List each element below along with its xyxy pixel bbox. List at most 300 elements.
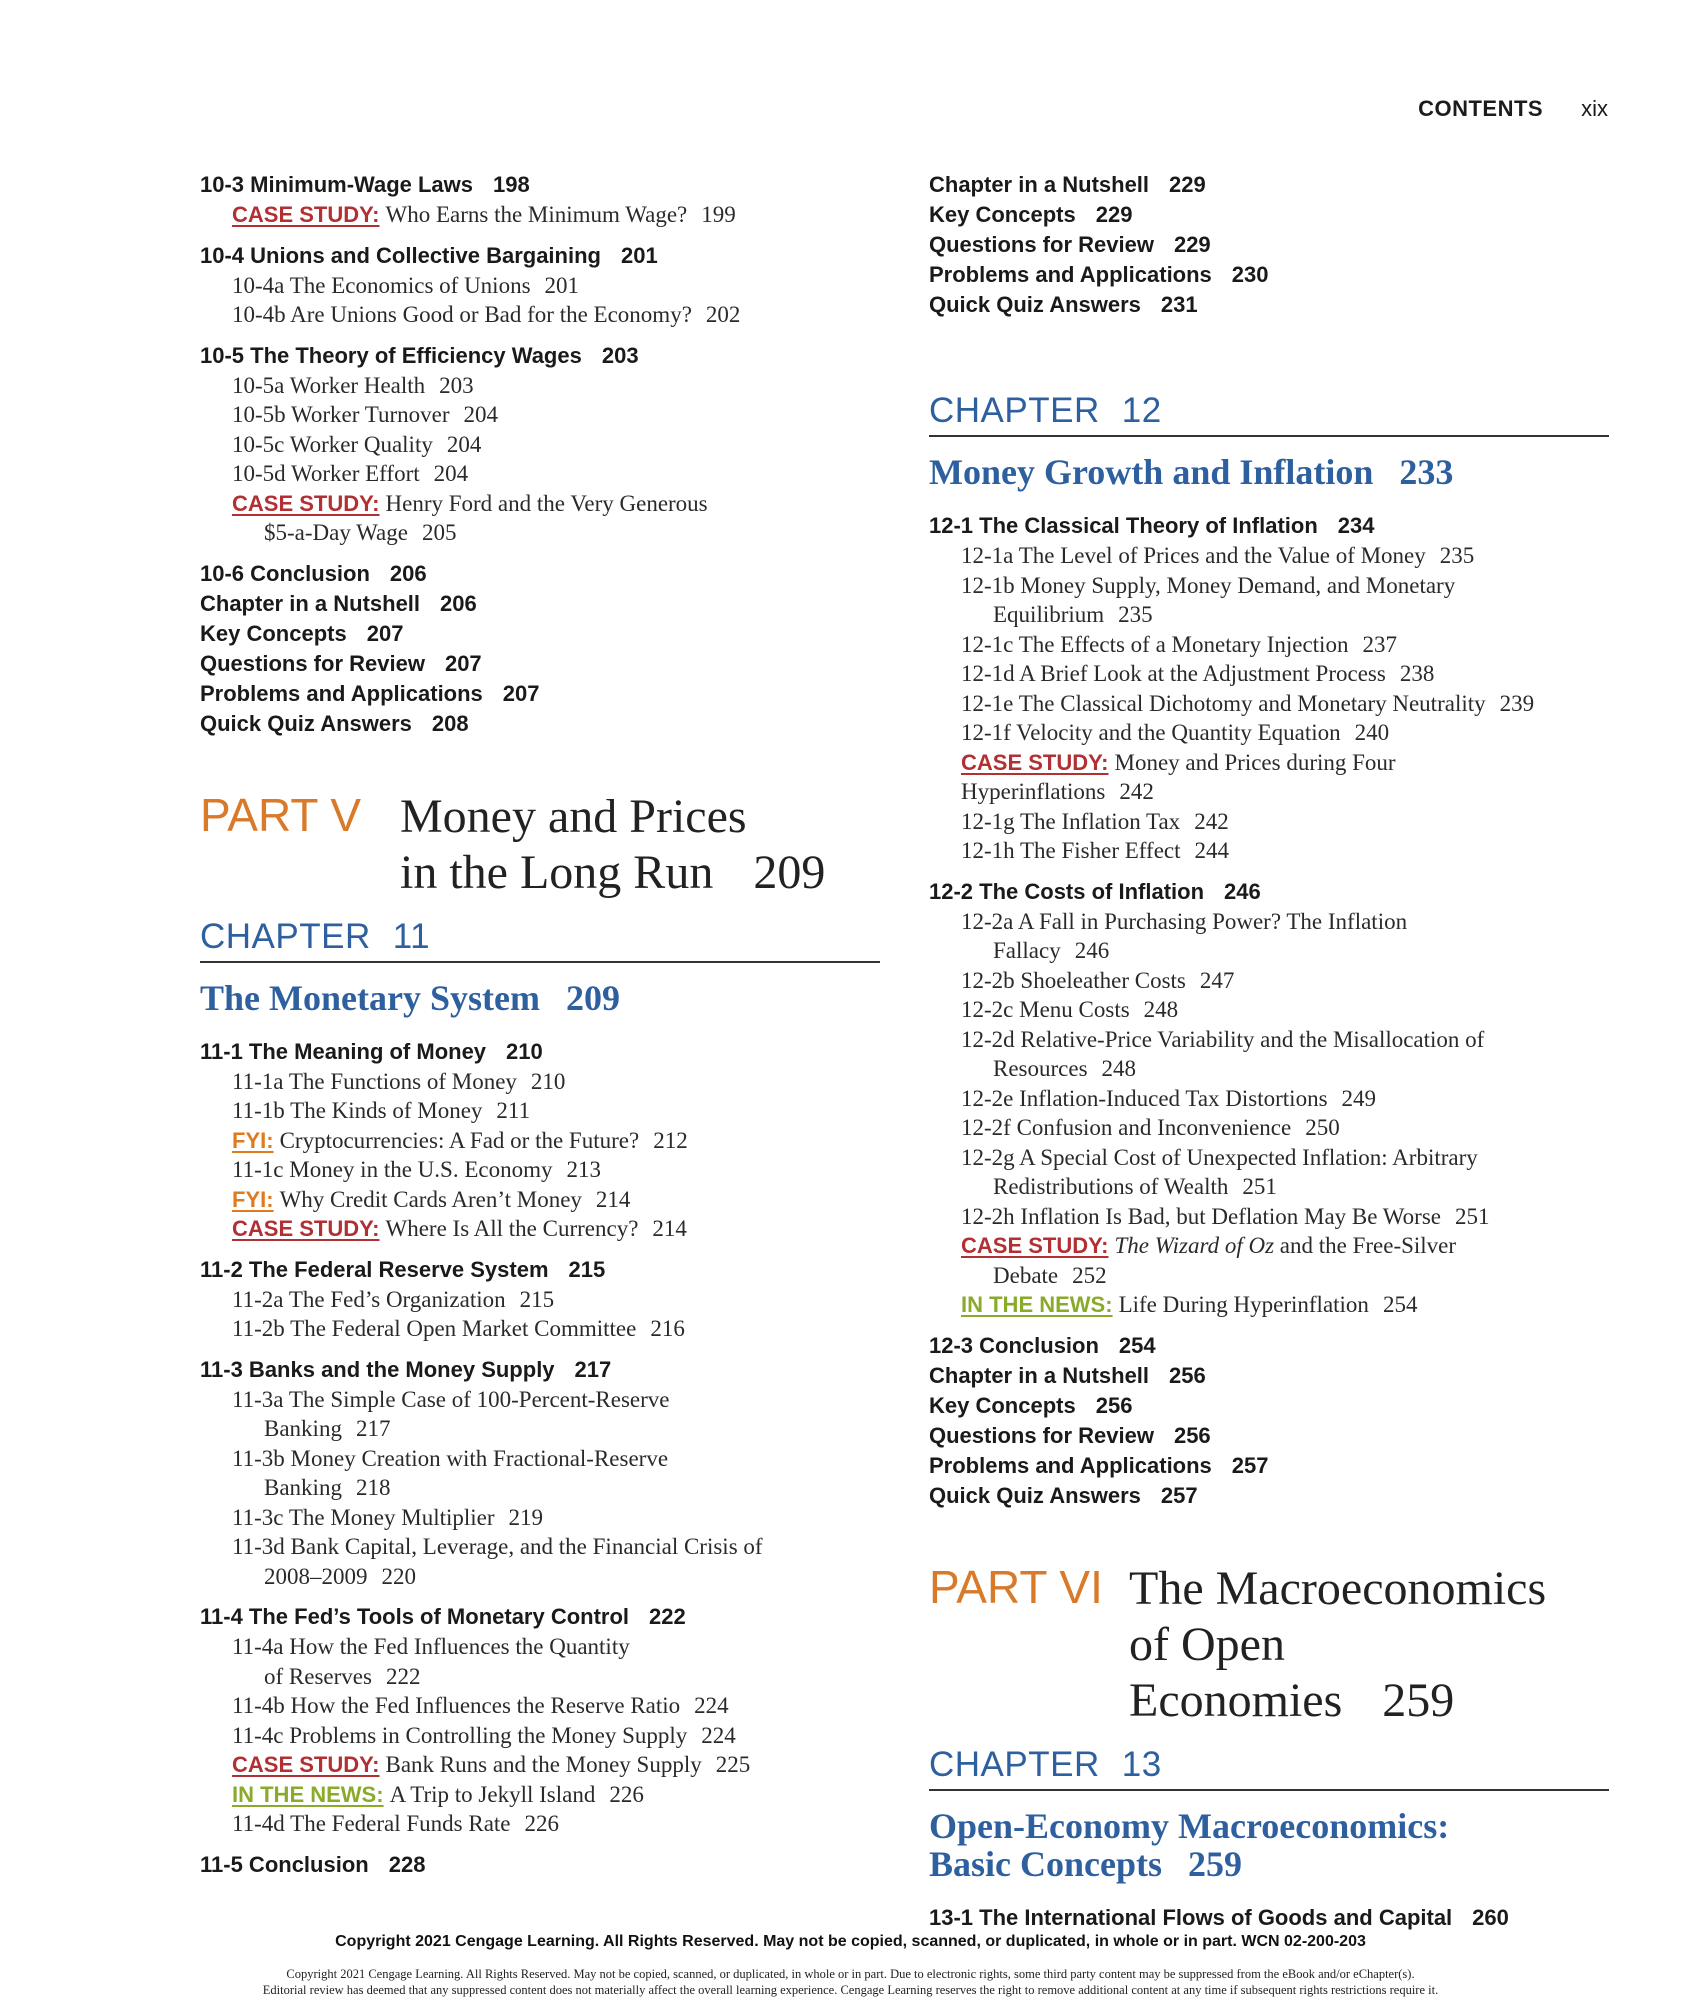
entry-page: 242: [1194, 808, 1229, 834]
entry-text: 10-5c Worker Quality: [232, 431, 433, 457]
entry-text: 12-1h The Fisher Effect: [961, 838, 1181, 863]
chapter-page: 233: [1399, 452, 1454, 492]
entry-text: Life During Hyperinflation: [1118, 1292, 1369, 1317]
entry-text-continued: [232, 1473, 880, 1503]
entry-page: 256: [1169, 1362, 1206, 1388]
left-column: [200, 170, 880, 1891]
part-label: PART VI: [929, 1560, 1103, 1613]
entry-text: Why Credit Cards Aren’t Money: [279, 1186, 582, 1212]
toc-section: [929, 877, 1609, 1320]
section-title: [200, 1255, 880, 1285]
entry-text: 12-1b Money Supply, Money Demand, and Monetary: [961, 572, 1456, 598]
entry-text: Quick Quiz Answers: [929, 292, 1141, 317]
toc-bold-entry: [929, 200, 1609, 230]
toc-section: [200, 341, 880, 548]
entry-page: 244: [1194, 838, 1230, 863]
entry-text: Equilibrium: [993, 602, 1105, 627]
toc-bold-entry: [200, 619, 880, 649]
entry-text-continued: [961, 936, 1609, 966]
entry-page: 204: [433, 461, 469, 486]
entry-text: Chapter in a Nutshell: [200, 590, 421, 616]
toc-entry: [200, 1285, 880, 1315]
toc-entry: [929, 836, 1609, 866]
toc-entry: [929, 907, 1609, 966]
toc-entry: [200, 1444, 880, 1503]
toc-entry: [200, 1185, 880, 1215]
entry-text: 11-3c The Money Multiplier: [232, 1504, 495, 1530]
toc-bold-entry: [200, 709, 880, 739]
entry-page: 205: [421, 520, 457, 545]
entry-page: 239: [1499, 690, 1535, 716]
chapter-13-title: [929, 1807, 1609, 1883]
entry-page: 250: [1305, 1115, 1340, 1140]
part-label: PART V: [200, 788, 362, 841]
entry-page: 229: [1169, 172, 1206, 197]
toc-entry: [200, 1632, 880, 1691]
entry-page: 226: [524, 1811, 560, 1836]
entry-text-continued: [232, 1562, 880, 1592]
case-label: CASE STUDY:: [232, 202, 380, 227]
right-end-list: [929, 1331, 1609, 1511]
toc-section: [200, 1255, 880, 1344]
entry-text-continued: [961, 1172, 1609, 1202]
toc-entry: [200, 1067, 880, 1097]
entry-text: Key Concepts: [200, 620, 347, 646]
entry-text: 11-1a The Functions of Money: [232, 1068, 517, 1094]
entry-page: 247: [1199, 967, 1235, 993]
entry-text: Questions for Review: [929, 232, 1154, 257]
part-title-text: Economies: [1129, 1673, 1343, 1727]
toc-bold-entry: [929, 170, 1609, 200]
section-page: 234: [1337, 513, 1375, 538]
entry-page: 237: [1362, 631, 1397, 657]
chapter-number: 11: [392, 916, 431, 956]
right-sections-a: [929, 511, 1609, 1320]
entry-text: 12-2c Menu Costs: [961, 997, 1130, 1022]
entry-text: Cryptocurrencies: A Fad or the Future?: [279, 1127, 640, 1153]
entry-text: 12-3 Conclusion: [929, 1332, 1099, 1358]
entry-page: 226: [609, 1781, 644, 1807]
chapter-page: 209: [565, 977, 620, 1018]
chapter-title-text: Basic Concepts: [929, 1843, 1162, 1884]
part-title-text: in the Long Run: [400, 845, 714, 899]
entry-page: 222: [385, 1663, 421, 1689]
part-title-line: Money and Prices: [400, 789, 747, 843]
entry-text: 11-4c Problems in Controlling the Money Supply: [232, 1722, 688, 1748]
entry-page: 229: [1173, 232, 1211, 257]
section-title-text: 11-3 Banks and the Money Supply: [200, 1356, 555, 1382]
entry-text: Where Is All the Currency?: [385, 1216, 639, 1241]
toc-entry: [929, 1231, 1609, 1290]
section-page: 203: [601, 342, 639, 368]
entry-text: 11-3a The Simple Case of 100-Percent-Reserve: [232, 1386, 670, 1412]
entry-text: Hyperinflations: [961, 779, 1106, 804]
italic-title: The Wizard of Oz: [1114, 1233, 1275, 1258]
toc-entry: [200, 430, 880, 460]
section-page: 217: [574, 1356, 612, 1382]
toc-entry: [200, 459, 880, 489]
entry-page: 207: [444, 650, 482, 676]
entry-text: Questions for Review: [200, 650, 425, 676]
toc-section: [200, 170, 880, 230]
section-title-text: 11-4 The Fed’s Tools of Monetary Control: [200, 1604, 630, 1629]
entry-text: 12-1e The Classical Dichotomy and Monetary Neutrality: [961, 690, 1486, 716]
toc-entry: [929, 1084, 1609, 1114]
entry-text-continued: [961, 1261, 1609, 1291]
entry-text: Chapter in a Nutshell: [929, 1362, 1150, 1388]
entry-text: Bank Runs and the Money Supply: [385, 1752, 702, 1777]
toc-entry: [200, 1750, 880, 1780]
part-vi-heading: [929, 1561, 1609, 1729]
toc-bold-entry: [200, 679, 880, 709]
left-end-list: [200, 559, 880, 739]
section-page: 201: [620, 242, 658, 268]
entry-page: 207: [366, 620, 404, 646]
news-label: IN THE NEWS:: [232, 1781, 384, 1807]
rights-disclaimer-line: Copyright 2021 Cengage Learning. All Rights Reserved. May not be copied, scanned, or duplicated, in whole or in part. Due to electronic rights, some third party content may be suppressed from the eBook and/or eChapter(s).: [286, 1967, 1415, 1981]
entry-text: 12-2g A Special Cost of Unexpected Inflation: Arbitrary: [961, 1144, 1478, 1170]
entry-page: 219: [508, 1504, 544, 1530]
toc-bold-entry: [200, 589, 880, 619]
entry-text: Problems and Applications: [929, 262, 1212, 287]
toc-entry: [929, 995, 1609, 1025]
toc-entry: [200, 271, 880, 301]
entry-page: 252: [1072, 1262, 1107, 1288]
left-sections-a: [200, 170, 880, 548]
section-title: [929, 511, 1609, 541]
chapter-word: CHAPTER: [929, 391, 1100, 430]
entry-page: 254: [1382, 1292, 1418, 1317]
entry-page: 231: [1160, 292, 1198, 317]
entry-text: Who Earns the Minimum Wage?: [385, 202, 688, 227]
entry-text: 11-3d Bank Capital, Leverage, and the Financial Crisis of: [232, 1534, 763, 1559]
section-title-text: 11-5 Conclusion: [200, 1851, 369, 1877]
section-page: 198: [493, 172, 530, 197]
section-page: 246: [1224, 878, 1261, 904]
chapter-number: 12: [1121, 391, 1162, 430]
entry-page: 229: [1095, 202, 1133, 227]
entry-page: 254: [1118, 1332, 1156, 1358]
part-title-line: The Macroeconomics: [1129, 1561, 1547, 1615]
entry-page: 251: [1242, 1174, 1277, 1199]
toc-entry: [929, 1202, 1609, 1232]
section-title: [200, 1037, 880, 1067]
copyright-notice: Copyright 2021 Cengage Learning. All Rights Reserved. May not be copied, scanned, or duplicated, in whole or in part. WCN 02-200-203: [335, 1933, 1366, 1950]
toc-entry: [200, 1532, 880, 1591]
toc-bold-entry: [200, 649, 880, 679]
entry-text: Redistributions of Wealth: [993, 1174, 1229, 1199]
toc-bold-entry: [929, 290, 1609, 320]
section-title: [929, 877, 1609, 907]
toc-entry: [200, 1809, 880, 1839]
toc-entry: [929, 718, 1609, 748]
entry-text: 2008–2009: [264, 1563, 368, 1589]
entry-text: 12-2a A Fall in Purchasing Power? The Inflation: [961, 908, 1408, 934]
entry-page: 201: [544, 272, 580, 298]
part-v-heading: [200, 789, 880, 901]
toc-entry: [929, 689, 1609, 719]
fyi-label: FYI:: [232, 1127, 274, 1153]
chapter-page: 259: [1188, 1843, 1242, 1884]
toc-entry: [200, 1780, 880, 1810]
section-title-text: 11-1 The Meaning of Money: [200, 1038, 487, 1064]
toc-section: [200, 1850, 880, 1880]
entry-page: 202: [705, 302, 741, 327]
toc-bold-entry: [929, 230, 1609, 260]
toc-entry: [929, 966, 1609, 996]
toc-entry: [200, 1691, 880, 1721]
entry-text: of Reserves: [264, 1663, 372, 1689]
case-label: CASE STUDY:: [232, 490, 380, 516]
entry-page: 257: [1231, 1452, 1269, 1478]
toc-bold-entry: [929, 1481, 1609, 1511]
entry-page: 210: [530, 1068, 566, 1094]
chapter-12-title: [929, 453, 1609, 491]
entry-text: Banking: [264, 1416, 342, 1441]
entry-text: 10-5b Worker Turnover: [232, 402, 450, 427]
entry-page: 240: [1354, 720, 1390, 745]
entry-page: 204: [463, 402, 498, 427]
entry-text: 12-1a The Level of Prices and the Value of Money: [961, 543, 1426, 568]
section-title: [929, 1903, 1609, 1933]
section-page: 210: [506, 1038, 543, 1064]
entry-text: Problems and Applications: [200, 680, 483, 706]
entry-page: 213: [566, 1157, 601, 1182]
part-page: 209: [753, 845, 826, 899]
entry-text: Resources: [993, 1056, 1088, 1081]
entry-page: 215: [519, 1286, 555, 1312]
toc-entry: [929, 807, 1609, 837]
chapter-number: 13: [1121, 1744, 1162, 1784]
section-title: [200, 341, 880, 371]
entry-page: 214: [595, 1186, 631, 1212]
section-title: [200, 1355, 880, 1385]
entry-page: 208: [431, 710, 469, 736]
toc-bold-entry: [929, 1361, 1609, 1391]
toc-bold-entry: [929, 1331, 1609, 1361]
entry-page: 224: [701, 1722, 736, 1748]
entry-page: 246: [1074, 938, 1110, 963]
entry-page: 220: [381, 1563, 416, 1589]
entry-page: 257: [1160, 1482, 1198, 1508]
entry-text: Problems and Applications: [929, 1452, 1212, 1478]
chapter-label: [200, 915, 880, 959]
toc-entry: [200, 1503, 880, 1533]
toc-bold-entry: [929, 1391, 1609, 1421]
entry-page: 206: [389, 560, 427, 586]
entry-page: 225: [715, 1752, 751, 1777]
left-sections-b: [200, 1037, 880, 1880]
part-title-line: [400, 845, 825, 901]
header-page-number: xix: [1581, 96, 1608, 121]
entry-page: 218: [355, 1475, 391, 1500]
entry-text: 12-1d A Brief Look at the Adjustment Process: [961, 661, 1386, 686]
part-title: [400, 789, 825, 901]
entry-page: 235: [1439, 543, 1475, 568]
entry-text-continued: [929, 777, 1609, 807]
case-label: CASE STUDY:: [232, 1752, 380, 1777]
chapter-title-text: Open-Economy Macroeconomics:: [929, 1805, 1450, 1846]
entry-page: 199: [701, 202, 736, 227]
toc-entry: [929, 571, 1609, 630]
section-title-text: 12-2 The Costs of Inflation: [929, 878, 1205, 904]
entry-text: Banking: [264, 1475, 342, 1500]
entry-page: 248: [1101, 1056, 1137, 1081]
entry-text: 12-1f Velocity and the Quantity Equation: [961, 720, 1341, 745]
toc-entry: [929, 630, 1609, 660]
entry-text: 10-5d Worker Effort: [232, 461, 420, 486]
chapter-word: CHAPTER: [929, 1744, 1100, 1784]
toc-entry: [200, 1155, 880, 1185]
toc-section: [200, 1037, 880, 1244]
toc-entry: [929, 1025, 1609, 1084]
chapter-word: CHAPTER: [200, 916, 371, 956]
toc-entry: [929, 1113, 1609, 1143]
case-label: CASE STUDY:: [961, 749, 1109, 775]
section-page: 215: [568, 1256, 606, 1282]
entry-page: 217: [355, 1416, 391, 1441]
entry-page: 214: [652, 1216, 687, 1241]
chapter-label: [929, 389, 1609, 433]
entry-text: Quick Quiz Answers: [929, 1482, 1141, 1508]
part-page: 259: [1382, 1673, 1455, 1727]
entry-text: Fallacy: [993, 938, 1061, 963]
chapter-11-title: [200, 979, 880, 1017]
chapter-12-heading: [929, 389, 1609, 437]
chapter-label: [929, 1743, 1609, 1787]
entry-text: Questions for Review: [929, 1422, 1154, 1448]
entry-page: 206: [440, 590, 477, 616]
rights-disclaimer: [0, 1966, 1701, 1998]
entry-text: 12-1c The Effects of a Monetary Injection: [961, 631, 1349, 657]
section-title: [200, 170, 880, 200]
toc-section: [200, 1602, 880, 1839]
running-header: [1418, 96, 1608, 122]
section-title: [200, 1602, 880, 1632]
entry-page: 235: [1118, 602, 1153, 627]
entry-page: 203: [439, 372, 474, 398]
entry-text: 12-2f Confusion and Inconvenience: [961, 1115, 1292, 1140]
entry-text: Henry Ford and the Very Generous: [385, 490, 708, 516]
chapter-13-heading: [929, 1743, 1609, 1791]
entry-text: 12-2h Inflation Is Bad, but Deflation May Be Worse: [961, 1203, 1441, 1229]
section-title-text: 11-2 The Federal Reserve System: [200, 1256, 549, 1282]
entry-text: 11-2a The Fed’s Organization: [232, 1286, 506, 1312]
section-page: 260: [1472, 1904, 1509, 1930]
toc-entry: [200, 1126, 880, 1156]
entry-text: 11-4d The Federal Funds Rate: [232, 1811, 511, 1836]
part-title-line: [1129, 1673, 1546, 1729]
entry-text: 12-2e Inflation-Induced Tax Distortions: [961, 1085, 1328, 1111]
toc-entry: [929, 541, 1609, 571]
entry-text: Key Concepts: [929, 1392, 1076, 1418]
part-title: [1129, 1561, 1546, 1729]
toc-entry: [200, 489, 880, 548]
part-title-line: of Open: [1129, 1617, 1285, 1671]
news-label: IN THE NEWS:: [961, 1292, 1113, 1317]
entry-page: 249: [1341, 1085, 1377, 1111]
section-title-text: 13-1 The International Flows of Goods and Capital: [929, 1904, 1453, 1930]
entry-text: 11-1c Money in the U.S. Economy: [232, 1157, 553, 1182]
case-label: CASE STUDY:: [232, 1216, 380, 1241]
entry-text: 12-2b Shoeleather Costs: [961, 967, 1186, 993]
section-title: [200, 241, 880, 271]
toc-entry: [200, 1721, 880, 1751]
rights-disclaimer-line: Editorial review has deemed that any suppressed content does not materially affect the overall learning experience. Cengage Learning reserves the right to remove additional content at any time if subsequent rights restrictions require it.: [262, 1983, 1439, 1997]
entry-page: 256: [1173, 1422, 1211, 1448]
entry-text: 11-1b The Kinds of Money: [232, 1098, 483, 1123]
entry-text: 10-6 Conclusion: [200, 560, 370, 586]
entry-page: 242: [1119, 779, 1154, 804]
entry-text: 11-4a How the Fed Influences the Quantity: [232, 1634, 630, 1659]
section-page: 228: [388, 1851, 426, 1877]
entry-page: 230: [1231, 262, 1269, 287]
toc-entry: [929, 1290, 1609, 1320]
entry-page: 211: [496, 1098, 531, 1123]
toc-entry: [200, 371, 880, 401]
entry-text: A Trip to Jekyll Island: [389, 1781, 596, 1807]
entry-page: 256: [1095, 1392, 1133, 1418]
toc-section: [200, 241, 880, 330]
toc-entry: [200, 300, 880, 330]
toc-entry: [200, 1096, 880, 1126]
entry-page: 207: [502, 680, 540, 706]
toc-entry: [200, 1385, 880, 1444]
toc-bold-entry: [929, 1421, 1609, 1451]
entry-page: 224: [694, 1693, 729, 1718]
section-title-text: 12-1 The Classical Theory of Inflation: [929, 513, 1318, 538]
entry-text-continued: [232, 1662, 880, 1692]
fyi-label: FYI:: [232, 1186, 274, 1212]
section-page: 222: [649, 1604, 686, 1629]
toc-section: [200, 1355, 880, 1592]
chapter-title-text: Money Growth and Inflation: [929, 452, 1374, 492]
entry-text: and the Free-Silver: [1279, 1233, 1457, 1258]
entry-text-continued: [961, 600, 1609, 630]
toc-section: [929, 511, 1609, 866]
toc-bold-entry: [929, 1451, 1609, 1481]
toc-bold-entry: [200, 559, 880, 589]
entry-text-continued: [961, 1054, 1609, 1084]
entry-text: 11-2b The Federal Open Market Committee: [232, 1316, 637, 1341]
entry-text: 10-4b Are Unions Good or Bad for the Economy?: [232, 302, 692, 327]
toc-entry: [929, 748, 1609, 778]
entry-text: Money and Prices during Four: [1114, 749, 1396, 775]
entry-text: Quick Quiz Answers: [200, 710, 412, 736]
toc-bold-entry: [929, 260, 1609, 290]
right-top-list: [929, 170, 1609, 320]
entry-page: 212: [653, 1127, 688, 1153]
entry-page: 238: [1399, 661, 1435, 686]
entry-text: 11-3b Money Creation with Fractional-Reserve: [232, 1445, 669, 1471]
entry-text: 12-1g The Inflation Tax: [961, 808, 1181, 834]
entry-text: Debate: [993, 1262, 1059, 1288]
toc-entry: [200, 400, 880, 430]
section-title-text: 10-3 Minimum-Wage Laws: [200, 172, 474, 197]
entry-text: 10-4a The Economics of Unions: [232, 272, 531, 298]
entry-page: 251: [1455, 1203, 1490, 1229]
entry-text: 10-5a Worker Health: [232, 372, 426, 398]
toc-entry: [929, 659, 1609, 689]
toc-entry: [200, 1314, 880, 1344]
chapter-title-text: The Monetary System: [200, 977, 540, 1018]
entry-page: 216: [650, 1316, 685, 1341]
entry-text-continued: [232, 1414, 880, 1444]
entry-page: 204: [446, 431, 482, 457]
entry-text-continued: [232, 518, 880, 548]
entry-text: 11-4b How the Fed Influences the Reserve Ratio: [232, 1693, 681, 1718]
section-title: [200, 1850, 880, 1880]
